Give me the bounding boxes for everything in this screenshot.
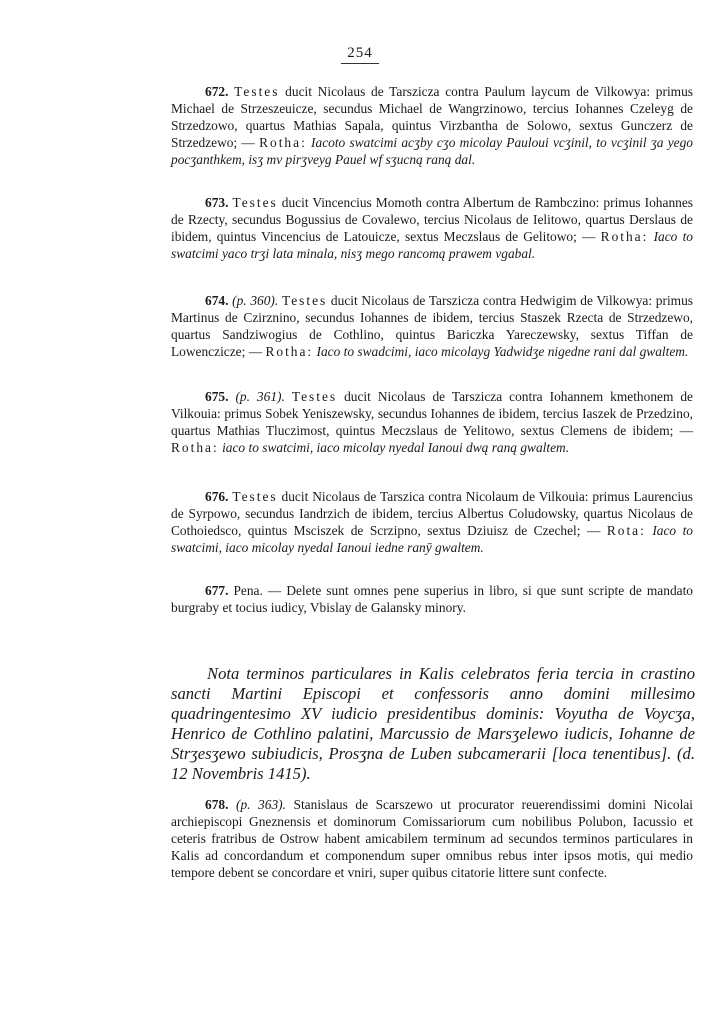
entry-number: 673. xyxy=(205,195,229,210)
rotha-label: Rotha: xyxy=(600,228,649,244)
rotha-label: Rotha: xyxy=(265,343,314,359)
entry-number: 678. xyxy=(205,797,229,812)
entry-678 xyxy=(171,797,693,882)
entry-lead: Testes xyxy=(234,84,280,99)
entry-number: 677. xyxy=(205,583,229,598)
entry-text: ducit Nicolaus de Tarszicza contra Paulum laycum de Vilkowya: primus Michael de Strzeszeuicze, secundus Michael de Wangrzinowo, tercius Iohannes Czeleyg de Strzedzowo, quartus Mathias Sapala, quintus Virzbantha de Solowo, sextus Gunczerz de Strzedzewo; — xyxy=(171,84,693,150)
page-number: 254 xyxy=(0,45,720,62)
entry-text: Stanislaus de Scarszewo ut procurator reuerendissimi domini Nicolai archiepiscopi Gneznensis et dominorum Comissariorum cum nobilibus Polubon, Iacussio et ceteris fratribus de Ostrow habent amicabilem terminum ad secundos terminos particulares in Kalis ad concordandum et componendum super omnibus rebus inter ipsos motis, qui medio tempore debent se concordare et vniri, super quibus citatorie littere sunt confecte. xyxy=(171,797,693,880)
nota-heading: Nota terminos particulares in Kalis celebratos feria tercia in crastino sancti Martini Episcopi et confessoris anno domini millesimo quadringentesimo XV iudicio presidentibus dominis: Voyutha de Voycʒa, Henrico de Cothlino palatini, Marcussio de Marsʒelewo iudicis, Iohanne de Strʒesʒewo subiudicis, Prosʒna de Luben subcamerarii [loca tenentibus]. (d. 12 Novembris 1415). xyxy=(171,664,695,783)
page-ref: (p. 361). xyxy=(235,389,285,404)
entry-673 xyxy=(171,195,693,263)
entry-lead: Testes xyxy=(291,389,338,404)
page-ref: (p. 363). xyxy=(236,797,286,812)
rotha-label: Rota: xyxy=(606,522,646,538)
rotha-label: Rotha: xyxy=(171,439,219,455)
entry-number: 675. xyxy=(205,389,229,404)
oath-quote: Iaco to swadcimi, iaco micolayg Yadwidʒe nigedne rani dal gwaltem. xyxy=(313,343,689,359)
entry-676 xyxy=(171,489,693,557)
entry-text: Pena. — Delete sunt omnes pene superius in libro, si que sunt scripte de mandato burgraby et tocius iudicy, Vbislay de Galansky minory. xyxy=(171,583,693,615)
entry-text: ducit Nicolaus de Tarszicza contra Iohannem kmethonem de Vilkouia: primus Sobek Yeniszewsky, secundus Iohannes de ibidem, tercius Iaszek de Przedzino, quartus Mathias Tluczimost, quintus Meczslaus de Yelitowo, sextus Clemens de ibidem; — xyxy=(171,389,693,438)
entry-number: 676. xyxy=(205,489,229,504)
entry-text: ducit Nicolaus de Tarszica contra Nicolaum de Vilkouia: primus Laurencius de Syrpowo, secundus Iandrzich de ibidem, tercius Albertus Coludowsky, quartus Nicolaus de Cothoiedsco, quintus Msciszek de Scrzipno, sextus Dziuisz de Czechel; — xyxy=(171,489,693,538)
entry-674 xyxy=(171,293,693,361)
entry-text: ducit Nicolaus de Tarszicza contra Hedwigim de Vilkowya: primus Martinus de Czirznino, secundus Iohannes de ibidem, tercius Staszek Rzecta de Strzedzewo, quartus Sandziwogius de Cothlino, quintus Bariczka Yareczewsky, sextus Tiffan de Lowenczicze; — xyxy=(171,293,693,359)
oath-quote: Iacoto swatcimi acʒby cʒo micolay Pauloui vcʒinil, to vcʒinil ʒa yego pocʒanthkem, isʒ mv pirʒveyg Pauel wf sʒucną raną dal. xyxy=(171,134,693,167)
oath-quote: iaco to swatcimi, iaco micolay nyedal Ianoui dwą raną gwaltem. xyxy=(218,439,570,455)
entry-lead: Testes xyxy=(281,293,328,308)
entry-number: 672. xyxy=(205,84,229,99)
rotha-label: Rotha: xyxy=(259,134,307,150)
entry-677 xyxy=(171,583,693,617)
entry-lead: Testes xyxy=(232,489,278,504)
oath-quote: Iaco to swatcimi yaco trʒi lata minala, nisʒ mego rancomą prawem vgabal. xyxy=(171,228,693,261)
entry-lead: Testes xyxy=(232,195,278,210)
page-ref: (p. 360). xyxy=(232,293,279,308)
entry-675 xyxy=(171,389,693,457)
entry-number: 674. xyxy=(205,293,229,308)
entry-text: ducit Vincencius Momoth contra Albertum de Rambczino: primus Iohannes de Rzecty, secundus Bogussius de Covalewo, tercius Nicolaus de Ielitowo, quartus Derslaus de ibidem, quintus Vincencius de Latouicze, sextus Meczslaus de Gelitowo; — xyxy=(171,195,693,244)
oath-quote: Iaco to swatcimi, iaco micolay nyedal Ianoui iedne ranȳ gwaltem. xyxy=(171,522,693,555)
entry-672 xyxy=(171,84,693,169)
